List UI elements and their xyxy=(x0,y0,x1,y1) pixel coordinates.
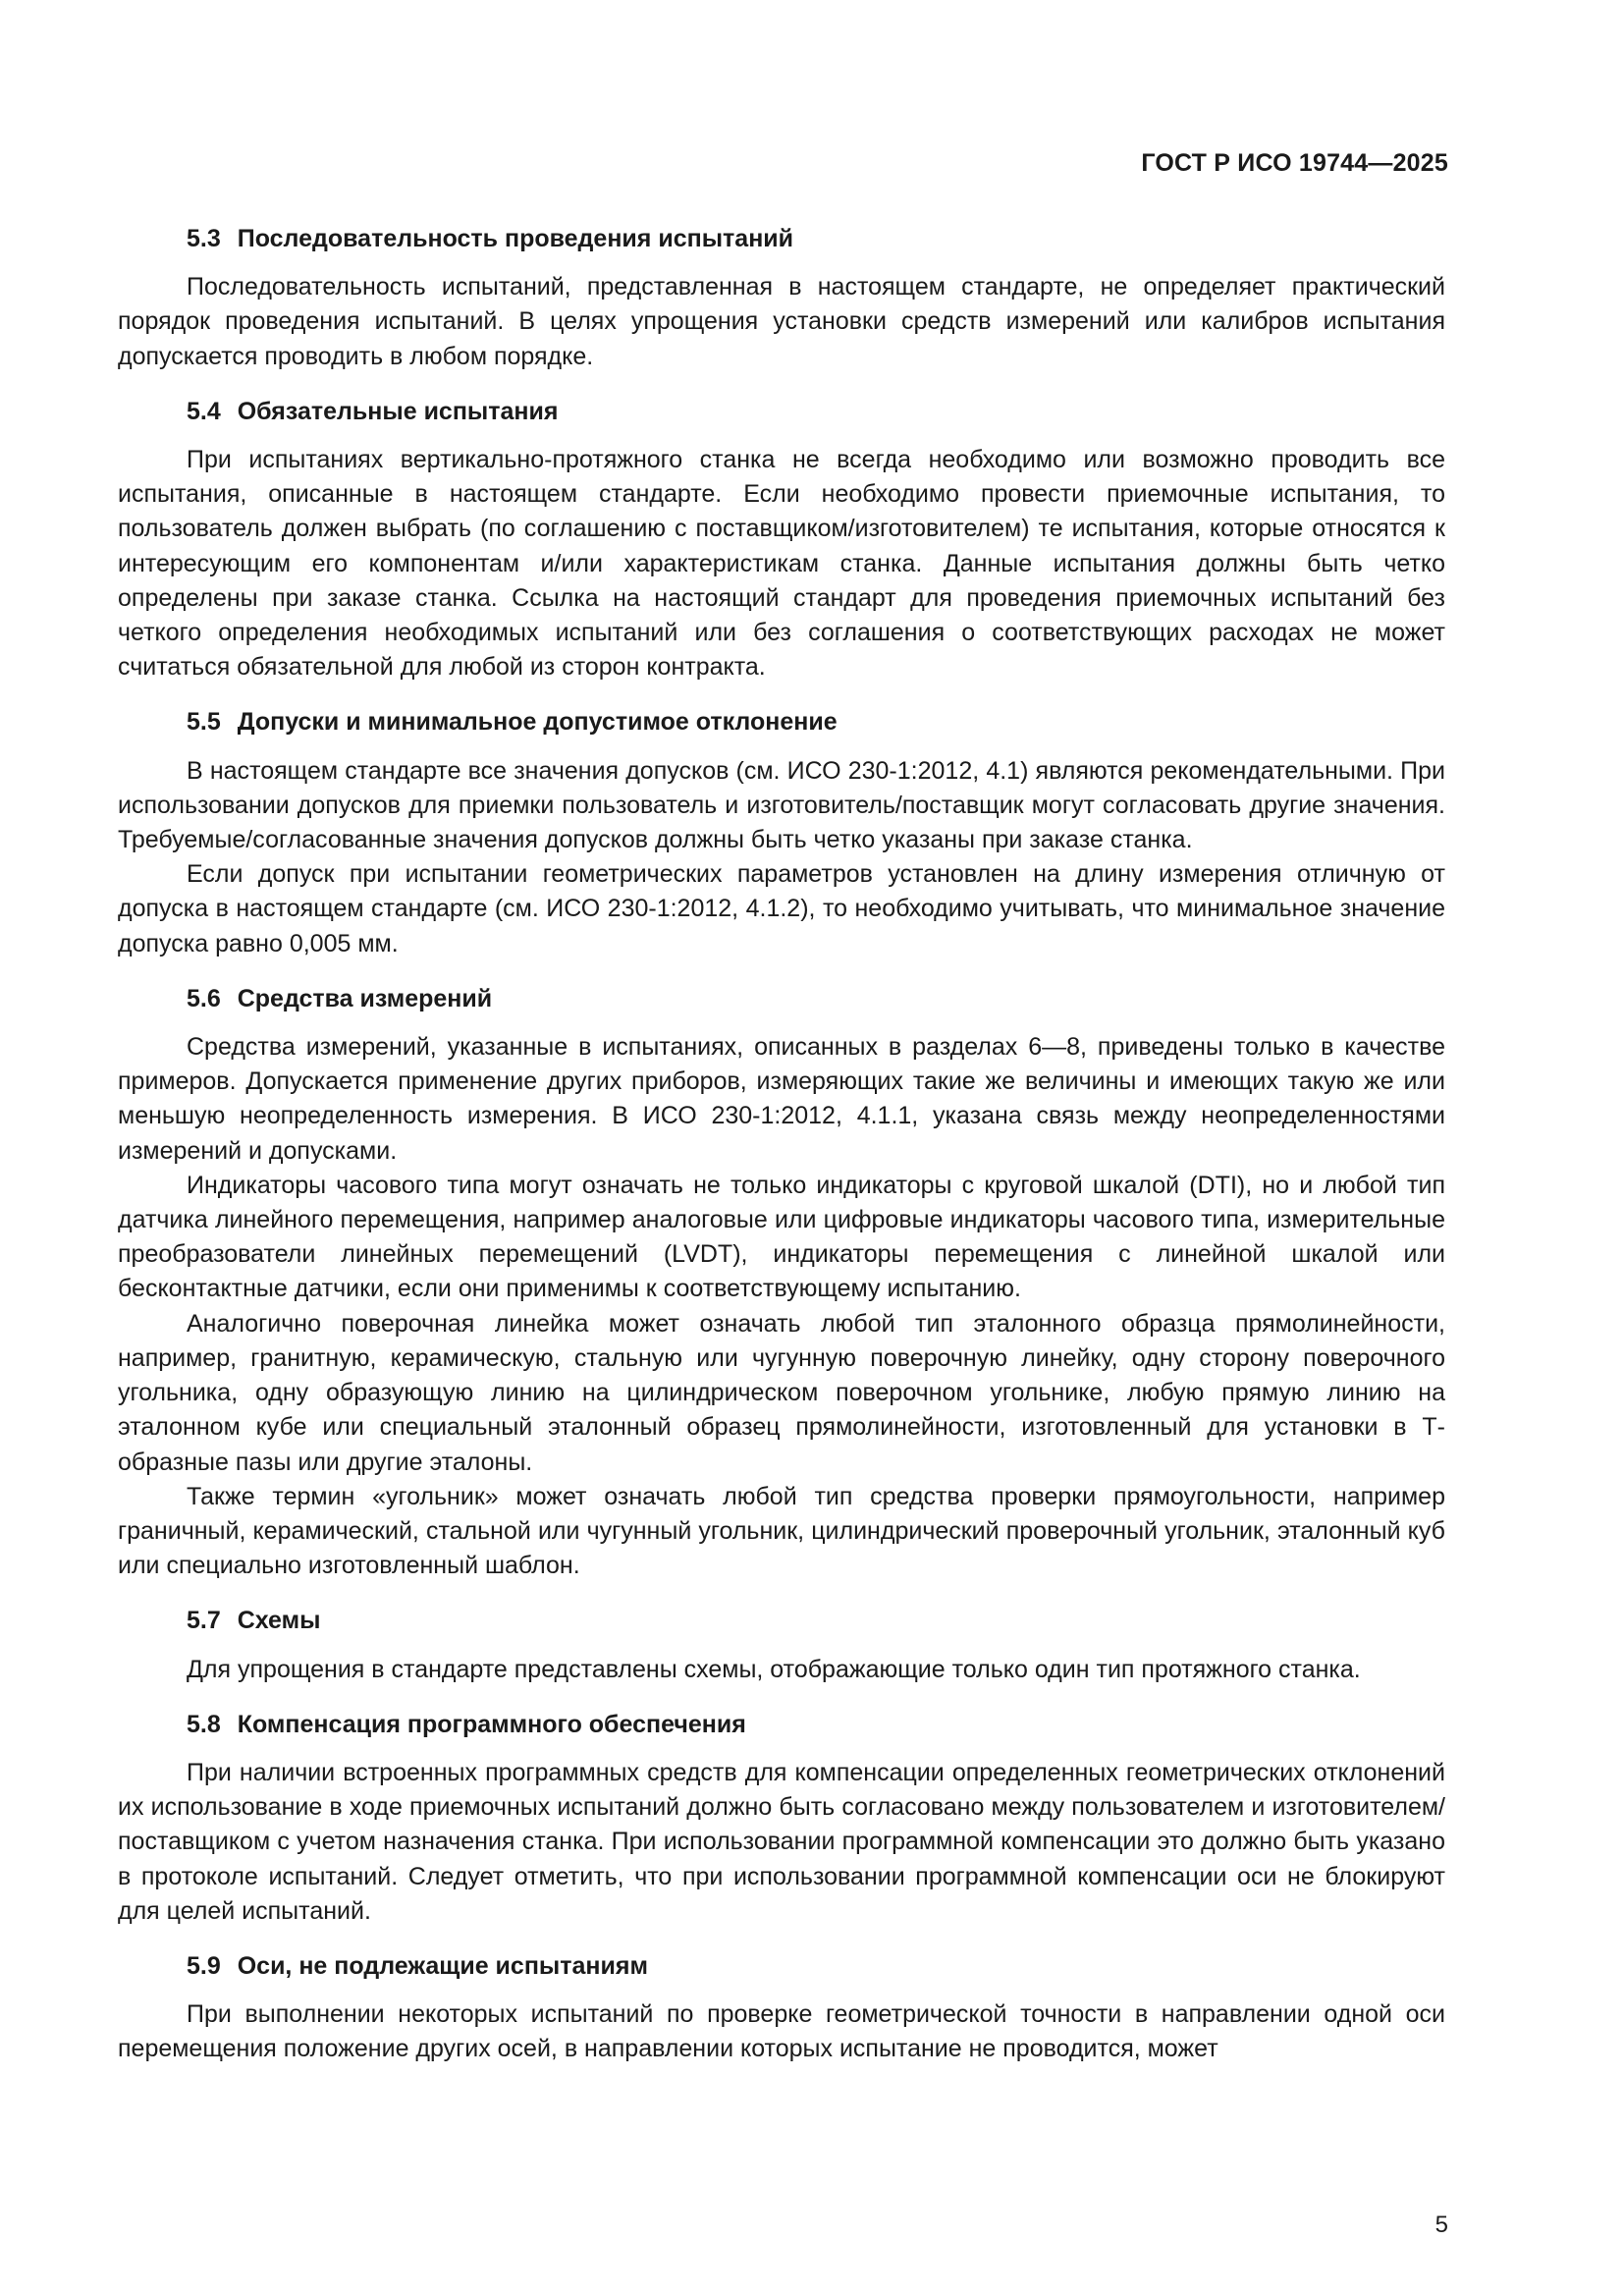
section-5-7 xyxy=(118,1604,1445,1686)
paragraph: Для упрощения в стандарте представлены схемы, отображающие только один тип протяжного станка. xyxy=(187,1655,1361,1683)
section-5-5 xyxy=(118,705,1445,960)
section-title: Средства измерений xyxy=(237,984,493,1012)
section-5-3 xyxy=(118,222,1445,374)
section-heading xyxy=(118,1949,1445,1984)
paragraph: Если допуск при испытании геометрических параметров установлен на длину измерения отличную от допуска в настоящем стандарте (см. ИСО 230-1:2012, 4.1.2), то необходимо учитывать, что минимальное значение допуска равно 0,005 мм. xyxy=(118,860,1445,957)
paragraph: При испытаниях вертикально-протяжного станка не всегда необходимо или возможно проводить все испытания, описанные в настоящем стандарте. Если необходимо провести приемочные испытания, то пользователь должен выбрать (по соглашению с поставщиком/изготовителем) те испытания, которые относятся к интересующим его компонентам и/или характеристикам станка. Данные испытания должны быть четко определены при заказе станка. Ссылка на настоящий стандарт для проведения приемочных испытаний без четкого определения необходимых испытаний или без соглашения о соответствующих расходах не может считаться обязательной для любой из сторон контракта. xyxy=(118,446,1445,682)
section-number: 5.6 xyxy=(187,984,221,1012)
section-title: Компенсация программного обеспечения xyxy=(237,1710,746,1738)
section-heading xyxy=(118,222,1445,256)
section-title: Обязательные испытания xyxy=(237,397,559,425)
section-heading xyxy=(118,1604,1445,1638)
section-title: Последовательность проведения испытаний xyxy=(237,225,794,252)
section-5-8 xyxy=(118,1708,1445,1929)
section-5-4 xyxy=(118,395,1445,685)
section-title: Оси, не подлежащие испытаниям xyxy=(237,1951,648,1980)
paragraph: Аналогично поверочная линейка может означать любой тип эталонного образца прямолинейности, например, гранитную, керамическую, стальную или чугунную поверочную линейку, одну сторону поверочного угольника, одну образующую линию на цилиндрическом поверочном угольнике, любую прямую линию на эталонном кубе или специальный эталонный образец прямолинейности, изготовленный для установки в Т-образные пазы или другие эталоны. xyxy=(118,1309,1445,1476)
paragraph: В настоящем стандарте все значения допусков (см. ИСО 230-1:2012, 4.1) являются рекомендательными. При использовании допусков для приемки пользователь и изготовитель/поставщик могут согласовать другие значения. Требуемые/согласованные значения допусков должны быть четко указаны при заказе станка. xyxy=(118,756,1445,854)
section-title: Схемы xyxy=(237,1607,321,1635)
paragraph: Средства измерений, указанные в испытаниях, описанных в разделах 6—8, приведены только в качестве примеров. Допускается применение других приборов, измеряющих такие же величины и имеющих такую же или меньшую неопределенность измерения. В ИСО 230-1:2012, 4.1.1, указана связь между неопределенностями измерений и допусками. xyxy=(118,1033,1445,1165)
section-number: 5.4 xyxy=(187,397,221,425)
paragraph: Индикаторы часового типа могут означать не только индикаторы с круговой шкалой (DTI), но и любой тип датчика линейного перемещения, например аналоговые или цифровые индикаторы часового типа, измерительные преобразователи линейных перемещений (LVDT), индикаторы перемещения с линейной шкалой или бесконтактные датчики, если они применимы к соответствующему испытанию. xyxy=(118,1171,1445,1303)
paragraph: При наличии встроенных программных средств для компенсации определенных геометрических отклонений их использование в ходе приемочных испытаний должно быть согласовано между пользователем и изготовителем/поставщиком с учетом назначения станка. При использовании программной компенсации это должно быть указано в протоколе испытаний. Следует отметить, что при использовании программной компенсации оси не блокируют для целей испытаний. xyxy=(118,1758,1445,1925)
paragraph: Также термин «угольник» может означать любой тип средства проверки прямоугольности, например граничный, керамический, стальной или чугунный угольник, цилиндрический проверочный угольник, эталонный куб или специально изготовленный шаблон. xyxy=(118,1482,1445,1580)
page-number: 5 xyxy=(1434,2212,1448,2238)
section-title: Допуски и минимальное допустимое отклонение xyxy=(237,708,838,737)
section-heading xyxy=(118,982,1445,1016)
document-body xyxy=(118,222,1445,2088)
section-heading xyxy=(118,1708,1445,1742)
section-5-6 xyxy=(118,982,1445,1583)
document-header: ГОСТ Р ИСО 19744—2025 xyxy=(1141,149,1448,177)
paragraph: При выполнении некоторых испытаний по проверке геометрической точности в направлении одной оси перемещения положение других осей, в направлении которых испытание не проводится, может xyxy=(118,2000,1445,2063)
section-heading xyxy=(118,395,1445,429)
section-number: 5.8 xyxy=(187,1710,221,1738)
section-number: 5.5 xyxy=(187,708,221,737)
section-number: 5.7 xyxy=(187,1607,221,1635)
section-number: 5.3 xyxy=(187,225,221,252)
section-heading xyxy=(118,705,1445,739)
paragraph: Последовательность испытаний, представленная в настоящем стандарте, не определяет практический порядок проведения испытаний. В целях упрощения установки средств измерений или калибров испытания допускается проводить в любом порядке. xyxy=(118,273,1445,370)
section-5-9 xyxy=(118,1949,1445,2067)
section-number: 5.9 xyxy=(187,1951,221,1980)
